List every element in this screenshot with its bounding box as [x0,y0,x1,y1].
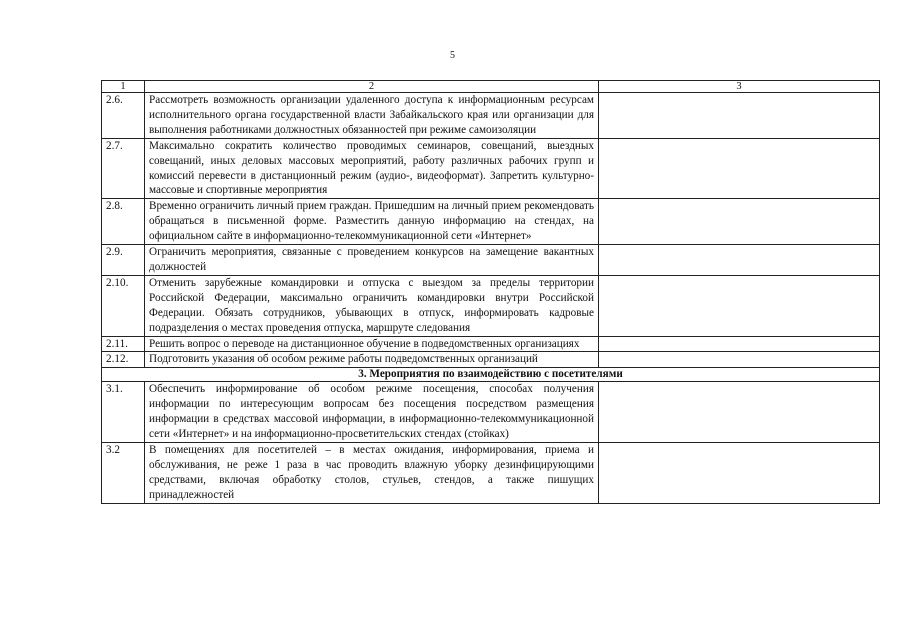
row-text: В помещениях для посетителей – в местах ожидания, информирования, приема и обслуживания, не реже 1 раза в час проводить влажную уборку дезинфицирующими средствами, включая обработку столов, стульев, стендов, а также пишущих принадлежностей [145,442,599,503]
row-text: Отменить зарубежные командировки и отпуска с выездом за пределы территории Российской Федерации, максимально ограничить командировки внутри Российской Федерации. Обязать сотрудников, убывающих в отпуск, информировать кадровые подразделения о местах проведения отпуска, маршруте следования [145,275,599,336]
header-cell-2: 2 [145,81,599,93]
table-row [102,275,880,336]
table-header-row [102,81,880,93]
row-number: 2.6. [102,93,145,139]
table-row [102,336,880,352]
table-row [102,138,880,199]
table-row [102,442,880,503]
row-number: 3.2 [102,442,145,503]
row-col3 [599,245,880,276]
row-text: Ограничить мероприятия, связанные с проведением конкурсов на замещение вакантных должностей [145,245,599,276]
section-heading-row [102,368,880,382]
row-text: Рассмотреть возможность организации удаленного доступа к информационным ресурсам исполнительного органа государственной власти Забайкальского края или организации для выполнения работниками должностных обязанностей при режиме самоизоляции [145,93,599,139]
row-col3 [599,199,880,245]
row-col3 [599,382,880,443]
row-number: 2.8. [102,199,145,245]
row-number: 2.11. [102,336,145,352]
row-number: 2.7. [102,138,145,199]
row-col3 [599,352,880,368]
table-row [102,352,880,368]
row-text: Временно ограничить личный прием граждан. Пришедшим на личный прием рекомендовать обращаться в письменной форме. Разместить данную информацию на стендах, на официальном сайте в информационно-телекоммуникационной сети «Интернет» [145,199,599,245]
row-text: Обеспечить информирование об особом режиме посещения, способах получения информации по интересующим вопросам без посещения посредством размещения информации в средствах массовой информации, в информационно-телекоммуникационной сети «Интернет» и на информационно-просветительских стендах (стойках) [145,382,599,443]
row-number: 2.12. [102,352,145,368]
section-title: 3. Мероприятия по взаимодействию с посетителями [102,368,880,382]
measures-table [101,80,880,504]
row-number: 3.1. [102,382,145,443]
table-row [102,199,880,245]
row-col3 [599,275,880,336]
row-col3 [599,336,880,352]
table-row [102,382,880,443]
row-text: Решить вопрос о переводе на дистанционное обучение в подведомственных организациях [145,336,599,352]
row-col3 [599,138,880,199]
row-col3 [599,93,880,139]
row-text: Подготовить указания об особом режиме работы подведомственных организаций [145,352,599,368]
header-cell-3: 3 [599,81,880,93]
header-cell-1: 1 [102,81,145,93]
table-row [102,245,880,276]
page-number: 5 [450,50,455,61]
row-number: 2.10. [102,275,145,336]
row-col3 [599,442,880,503]
table-row [102,93,880,139]
row-text: Максимально сократить количество проводимых семинаров, совещаний, выездных совещаний, иных деловых массовых мероприятий, работу различных рабочих групп и комиссий перевести в дистанционный режим (аудио-, видеоформат). Запретить культурно-массовые и спортивные мероприятия [145,138,599,199]
row-number: 2.9. [102,245,145,276]
